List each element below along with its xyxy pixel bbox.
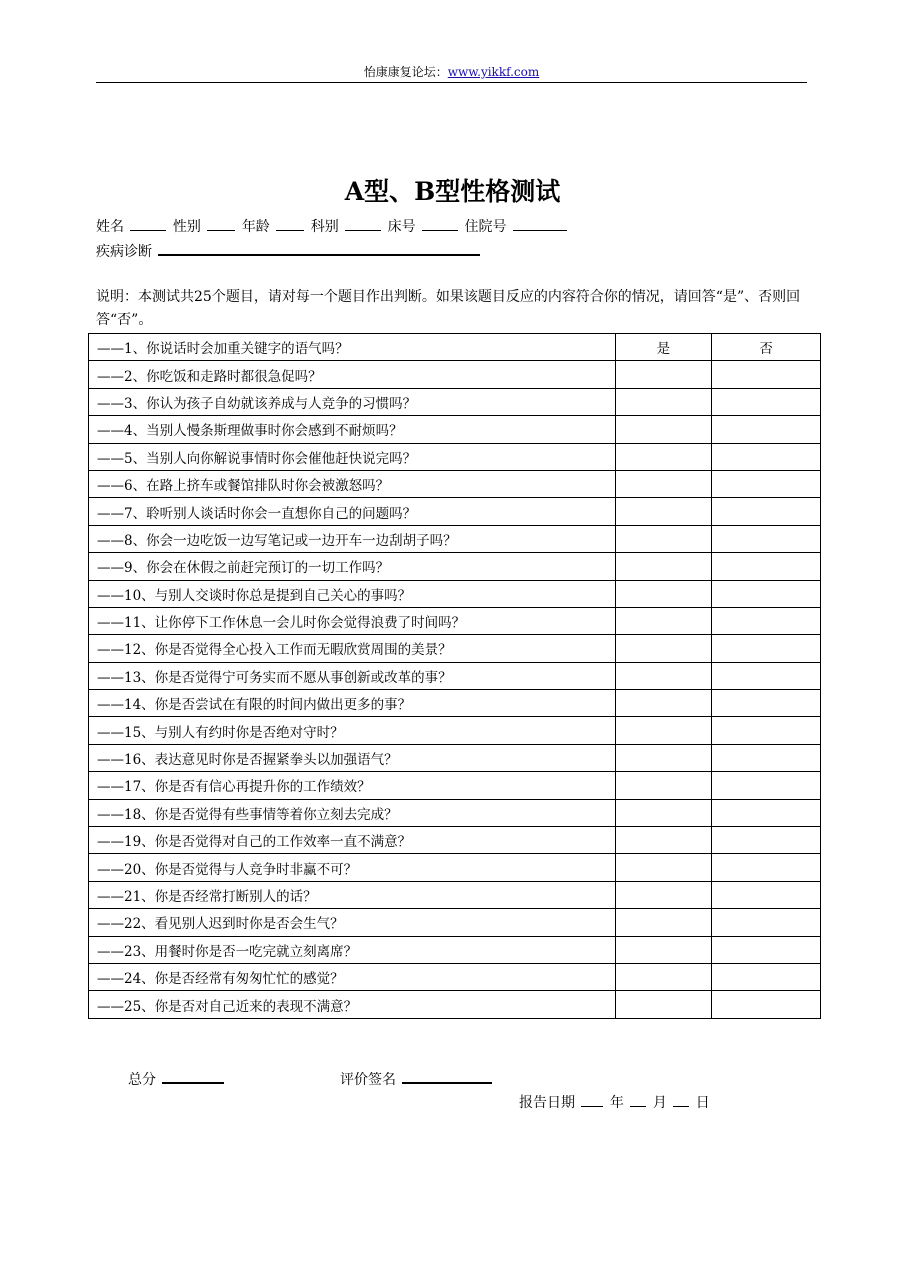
question-text: ——14、你是否尝试在有限的时间内做出更多的事？ — [89, 690, 616, 717]
yes-answer-cell[interactable] — [615, 936, 712, 963]
no-answer-cell[interactable] — [712, 470, 821, 497]
diagnosis-label: 疾病诊断 — [96, 244, 152, 260]
bed-field[interactable] — [422, 216, 458, 231]
question-row — [89, 662, 821, 689]
no-answer-cell[interactable] — [712, 854, 821, 881]
question-text: ——25、你是否对自己近来的表现不满意？ — [89, 991, 616, 1018]
question-row — [89, 498, 821, 525]
age-label: 年龄 — [241, 219, 270, 235]
year-label: 年 — [609, 1095, 624, 1111]
question-row — [89, 717, 821, 744]
question-row — [89, 470, 821, 497]
question-text: ——9、你会在休假之前赶完预订的一切工作吗？ — [89, 553, 616, 580]
yes-answer-cell[interactable] — [615, 470, 712, 497]
day-label: 日 — [695, 1095, 710, 1111]
question-text: ——18、你是否觉得有些事情等着你立刻去完成？ — [89, 799, 616, 826]
yes-answer-cell[interactable] — [615, 388, 712, 415]
yes-answer-cell[interactable] — [615, 553, 712, 580]
signature-field[interactable] — [402, 1068, 492, 1084]
dept-label: 科别 — [310, 219, 339, 235]
instructions: 说明：本测试共25个题目，请对每一个题目作出判断。如果该题目反应的内容符合你的情况，请回答“是”、否则回答“否”。 — [96, 289, 801, 328]
question-text: ——6、在路上挤车或餐馆排队时你会被激怒吗？ — [89, 470, 616, 497]
header-link[interactable]: www.yikkf.com — [447, 65, 540, 79]
yes-answer-cell[interactable] — [615, 361, 712, 388]
question-row — [89, 635, 821, 662]
question-text: ——24、你是否经常有匆匆忙忙的感觉？ — [89, 963, 616, 990]
month-field[interactable] — [630, 1092, 646, 1107]
no-answer-cell[interactable] — [712, 388, 821, 415]
question-row — [89, 388, 821, 415]
question-row — [89, 580, 821, 607]
admission-label: 住院号 — [464, 219, 507, 235]
day-field[interactable] — [673, 1092, 689, 1107]
date-label: 报告日期 — [519, 1095, 575, 1111]
yes-answer-cell[interactable] — [615, 854, 712, 881]
month-label: 月 — [652, 1095, 667, 1111]
question-text: ——12、你是否觉得全心投入工作而无暇欣赏周围的美景？ — [89, 635, 616, 662]
question-row — [89, 690, 821, 717]
yes-column-header: 是 — [615, 334, 712, 361]
total-field[interactable] — [162, 1068, 224, 1084]
question-row — [89, 334, 821, 361]
gender-field[interactable] — [207, 216, 235, 231]
question-row — [89, 881, 821, 908]
question-text: ——1、你说话时会加重关键字的语气吗？ — [89, 334, 616, 361]
report-date-row — [519, 1092, 710, 1112]
no-answer-cell[interactable] — [712, 635, 821, 662]
question-text: ——17、你是否有信心再提升你的工作绩效？ — [89, 772, 616, 799]
yes-answer-cell[interactable] — [615, 717, 712, 744]
no-answer-cell[interactable] — [712, 525, 821, 552]
yes-answer-cell[interactable] — [615, 635, 712, 662]
question-text: ——13、你是否觉得宁可务实而不愿从事创新或改革的事？ — [89, 662, 616, 689]
question-text: ——22、看见别人迟到时你是否会生气？ — [89, 909, 616, 936]
bed-label: 床号 — [387, 219, 416, 235]
question-text: ——21、你是否经常打断别人的话？ — [89, 881, 616, 908]
no-answer-cell[interactable] — [712, 416, 821, 443]
question-text: ——2、你吃饭和走路时都很急促吗？ — [89, 361, 616, 388]
question-text: ——11、让你停下工作休息一会儿时你会觉得浪费了时间吗？ — [89, 607, 616, 634]
question-text: ——3、你认为孩子自幼就该养成与人竞争的习惯吗？ — [89, 388, 616, 415]
question-row — [89, 553, 821, 580]
no-answer-cell[interactable] — [712, 963, 821, 990]
yes-answer-cell[interactable] — [615, 827, 712, 854]
question-row — [89, 525, 821, 552]
no-answer-cell[interactable] — [712, 744, 821, 771]
question-text: ——19、你是否觉得对自己的工作效率一直不满意？ — [89, 827, 616, 854]
year-field[interactable] — [581, 1092, 603, 1107]
yes-answer-cell[interactable] — [615, 744, 712, 771]
gender-label: 性别 — [172, 219, 201, 235]
header-text: 怡康康复论坛： — [363, 65, 448, 79]
question-text: ——10、与别人交谈时你总是提到自己关心的事吗？ — [89, 580, 616, 607]
question-row — [89, 936, 821, 963]
yes-answer-cell[interactable] — [615, 772, 712, 799]
yes-answer-cell[interactable] — [615, 963, 712, 990]
question-row — [89, 744, 821, 771]
yes-answer-cell[interactable] — [615, 991, 712, 1018]
yes-answer-cell[interactable] — [615, 881, 712, 908]
yes-answer-cell[interactable] — [615, 909, 712, 936]
question-text: ——20、你是否觉得与人竞争时非赢不可？ — [89, 854, 616, 881]
question-row — [89, 416, 821, 443]
question-text: ——16、表达意见时你是否握紧拳头以加强语气？ — [89, 744, 616, 771]
signature-label: 评价签名 — [340, 1072, 396, 1088]
diagnosis-row — [96, 240, 482, 261]
admission-field[interactable] — [513, 216, 567, 231]
question-row — [89, 909, 821, 936]
question-table — [88, 333, 821, 1019]
question-row — [89, 963, 821, 990]
yes-answer-cell[interactable] — [615, 690, 712, 717]
question-row — [89, 854, 821, 881]
name-label: 姓名 — [96, 219, 124, 235]
total-score-row — [128, 1068, 226, 1089]
question-text: ——7、聆听别人谈话时你会一直想你自己的问题吗？ — [89, 498, 616, 525]
question-row — [89, 607, 821, 634]
no-answer-cell[interactable] — [712, 662, 821, 689]
question-row — [89, 361, 821, 388]
signature-row — [340, 1068, 494, 1089]
no-answer-cell[interactable] — [712, 361, 821, 388]
no-answer-cell[interactable] — [712, 553, 821, 580]
no-answer-cell[interactable] — [712, 909, 821, 936]
no-column-header: 否 — [712, 334, 821, 361]
name-field[interactable] — [130, 216, 166, 231]
question-text: ——4、当别人慢条斯理做事时你会感到不耐烦吗？ — [89, 416, 616, 443]
yes-answer-cell[interactable] — [615, 416, 712, 443]
diagnosis-field[interactable] — [158, 240, 480, 256]
question-row — [89, 443, 821, 470]
patient-info-row — [96, 216, 569, 236]
no-answer-cell[interactable] — [712, 881, 821, 908]
no-answer-cell[interactable] — [712, 690, 821, 717]
yes-answer-cell[interactable] — [615, 525, 712, 552]
question-row — [89, 827, 821, 854]
total-label: 总分 — [128, 1072, 156, 1088]
question-row — [89, 772, 821, 799]
no-answer-cell[interactable] — [712, 827, 821, 854]
page-title: A型、B型性格测试 — [344, 177, 561, 206]
no-answer-cell[interactable] — [712, 607, 821, 634]
no-answer-cell[interactable] — [712, 580, 821, 607]
yes-answer-cell[interactable] — [615, 498, 712, 525]
yes-answer-cell[interactable] — [615, 662, 712, 689]
question-text: ——15、与别人有约时你是否绝对守时？ — [89, 717, 616, 744]
dept-field[interactable] — [345, 216, 381, 231]
page-header — [96, 62, 807, 83]
no-answer-cell[interactable] — [712, 936, 821, 963]
question-text: ——5、当别人向你解说事情时你会催他赶快说完吗？ — [89, 443, 616, 470]
question-row — [89, 799, 821, 826]
no-answer-cell[interactable] — [712, 799, 821, 826]
no-answer-cell[interactable] — [712, 443, 821, 470]
age-field[interactable] — [276, 216, 304, 231]
question-text: ——23、用餐时你是否一吃完就立刻离席？ — [89, 936, 616, 963]
yes-answer-cell[interactable] — [615, 799, 712, 826]
yes-answer-cell[interactable] — [615, 443, 712, 470]
yes-answer-cell[interactable] — [615, 580, 712, 607]
question-text: ——8、你会一边吃饭一边写笔记或一边开车一边刮胡子吗？ — [89, 525, 616, 552]
no-answer-cell[interactable] — [712, 772, 821, 799]
no-answer-cell[interactable] — [712, 498, 821, 525]
yes-answer-cell[interactable] — [615, 607, 712, 634]
no-answer-cell[interactable] — [712, 991, 821, 1018]
question-row — [89, 991, 821, 1018]
no-answer-cell[interactable] — [712, 717, 821, 744]
